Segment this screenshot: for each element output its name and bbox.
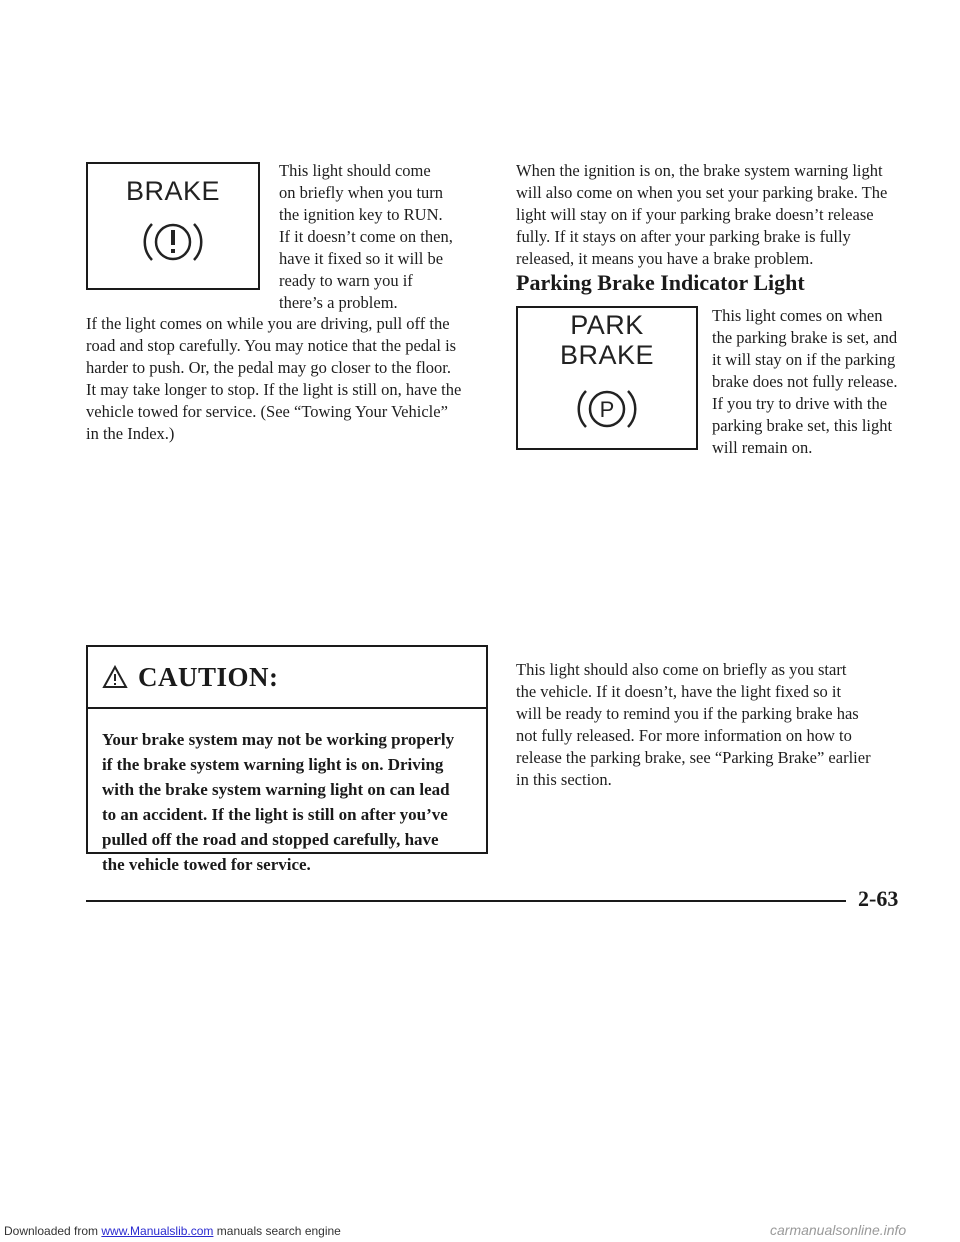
- parking-letter: P: [599, 397, 615, 422]
- text-line: road and stop carefully. You may notice that the pedal is: [86, 336, 457, 355]
- caution-box: [86, 645, 488, 874]
- text-line: parking brake set, this light: [712, 416, 893, 435]
- text-line: If it doesn’t come on then,: [279, 227, 453, 246]
- text-line: vehicle towed for service. (See “Towing Your Vehicle”: [86, 402, 448, 421]
- page-number: 2-63: [858, 886, 899, 911]
- park-brake-lamp-description: [712, 305, 927, 459]
- park-brake-paragraph: [516, 659, 916, 791]
- park-brake-lamp-label-1: PARK: [570, 310, 644, 340]
- text-line: if the brake system warning light is on. Driving: [102, 755, 444, 774]
- text-line: not fully released. For more information on how to: [516, 726, 852, 745]
- text-line: there’s a problem.: [279, 293, 398, 312]
- text-line: If you try to drive with the: [712, 394, 888, 413]
- text-line: harder to push. Or, the pedal may go closer to the floor.: [86, 358, 451, 377]
- brake-lamp-box: [86, 162, 260, 290]
- banner-suffix: manuals search engine: [213, 1224, 341, 1238]
- park-brake-lamp-box: [516, 306, 698, 450]
- text-line: When the ignition is on, the brake system warning light: [516, 161, 883, 180]
- text-line: in the Index.): [86, 424, 175, 443]
- text-line: with the brake system warning light on can lead: [102, 780, 450, 799]
- text-line: the ignition key to RUN.: [279, 205, 443, 224]
- footer-rule: [86, 900, 846, 902]
- text-line: If the light comes on while you are driving, pull off the: [86, 314, 450, 333]
- text-line: will also come on when you set your parking brake. The: [516, 183, 888, 202]
- watermark: carmanualsonline.info: [770, 1222, 907, 1238]
- caution-body: [88, 709, 486, 877]
- text-line: will remain on.: [712, 438, 813, 457]
- text-line: brake does not fully release.: [712, 372, 898, 391]
- banner-prefix: Downloaded from: [4, 1224, 102, 1238]
- exclamation-circle-icon: [138, 212, 208, 272]
- text-line: ready to warn you if: [279, 271, 413, 290]
- parking-brake-heading: Parking Brake Indicator Light: [516, 270, 805, 295]
- text-line: released, it means you have a brake problem.: [516, 249, 814, 268]
- park-brake-lamp-label-2: BRAKE: [559, 340, 655, 370]
- caution-header: [88, 647, 486, 709]
- text-line: fully. If it stays on after your parking brake is fully: [516, 227, 851, 246]
- warning-triangle-icon: [102, 665, 128, 689]
- manualslib-link[interactable]: www.Manualslib.com: [101, 1224, 214, 1238]
- brake-lamp-label: BRAKE: [125, 176, 221, 206]
- parking-circle-icon: [572, 378, 642, 440]
- brake-lamp-description: [279, 160, 479, 314]
- text-line: This light comes on when: [712, 306, 883, 325]
- text-line: Your brake system may not be working properly: [102, 730, 455, 749]
- ignition-paragraph: [516, 160, 916, 270]
- text-line: release the parking brake, see “Parking Brake” earlier: [516, 748, 871, 767]
- text-line: the vehicle. If it doesn’t, have the light fixed so it: [516, 682, 842, 701]
- text-line: It may take longer to stop. If the light is still on, have the: [86, 380, 462, 399]
- text-line: This light should also come on briefly as you start: [516, 660, 847, 679]
- text-line: the vehicle towed for service.: [102, 855, 311, 874]
- caution-title: CAUTION:: [138, 661, 279, 692]
- text-line: This light should come: [279, 161, 431, 180]
- text-line: have it fixed so it will be: [279, 249, 444, 268]
- brake-driving-paragraph: [86, 313, 486, 445]
- text-line: pulled off the road and stopped carefully, have: [102, 830, 439, 849]
- text-line: it will stay on if the parking: [712, 350, 896, 369]
- download-banner: [4, 1224, 341, 1238]
- text-line: will be ready to remind you if the parking brake has: [516, 704, 859, 723]
- text-line: the parking brake is set, and: [712, 328, 898, 347]
- text-line: to an accident. If the light is still on after you’ve: [102, 805, 448, 824]
- text-line: on briefly when you turn: [279, 183, 444, 202]
- text-line: in this section.: [516, 770, 612, 789]
- text-line: light will stay on if your parking brake doesn’t release: [516, 205, 874, 224]
